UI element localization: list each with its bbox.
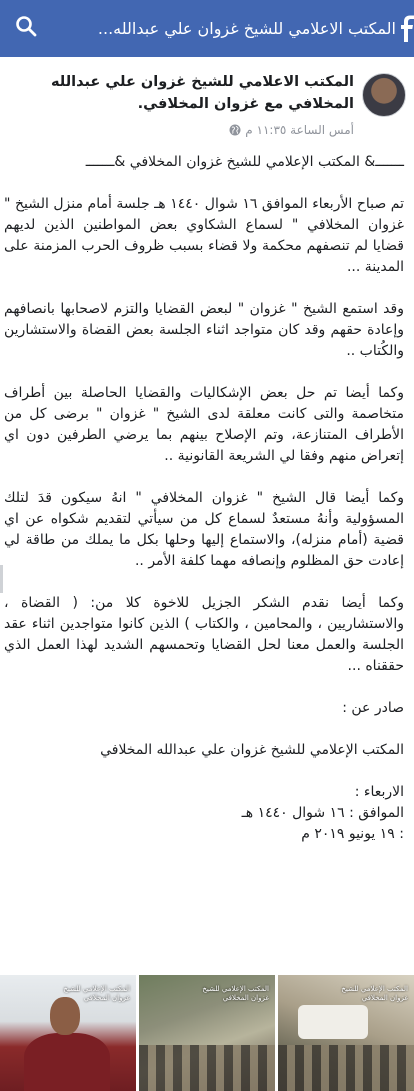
photo-crowd bbox=[139, 1045, 275, 1091]
post-paragraph: تم صباح الأربعاء الموافق ١٦ شوال ١٤٤٠ هـ جلسة أمام منزل الشيخ " غزوان المخلافي " لسماع الشكاوي بعض المواطنين الذين لديهم قضايا لم تنصفهم محكمة ولا قضاء بسبب ظروف الحرب المزمنة على المدينة ... bbox=[4, 196, 404, 275]
issued-by-label: صادر عن : bbox=[342, 700, 404, 716]
page-title[interactable]: المكتب الاعلامي للشيخ غزوان علي عبدالله... bbox=[97, 19, 396, 38]
photo-subject bbox=[24, 1033, 110, 1091]
facebook-icon bbox=[400, 14, 414, 42]
post-paragraph: وكما أيضا تم حل بعض الإشكاليات والقضايا الحاصلة بين أطراف متخاصمة والتى كانت معلقة لدى الشيخ " غزوان " برضى كل من الأطراف المتنازعة، وتم الإصلاح بينهم بما يرضي الطرفين دون اي إتعراض منهم وفقا لي الشريعة القانونية .. bbox=[4, 385, 404, 464]
post-photo[interactable] bbox=[139, 975, 275, 1091]
photo-watermark: المكتب الإعلامي للشيخ غزوان المخلافي bbox=[341, 985, 408, 1002]
photo-grid bbox=[0, 975, 414, 1091]
scroll-indicator bbox=[0, 565, 3, 593]
post-paragraph: وقد استمع الشيخ " غزوان " لبعض القضايا والتزم لاصحابها بانصافهم وإعادة حقهم وقد كان متواجد اثناء الجلسة بعض القضاة والاستشارين والكُتاب .. bbox=[4, 301, 404, 359]
post-heading: ـــــــ& المكتب الإعلامي للشيخ غزوان المخلافي &ـــــــ bbox=[85, 154, 404, 170]
issuer-name: المكتب الإعلامي للشيخ غزوان علي عبدالله المخلافي bbox=[100, 742, 404, 758]
photo-watermark: المكتب الإعلامي للشيخ غزوان المخلافي bbox=[202, 985, 269, 1002]
post-photo[interactable] bbox=[0, 975, 136, 1091]
hijri-date-line: الموافق : ١٦ شوال ١٤٤٠ هـ bbox=[241, 805, 404, 821]
post-meta bbox=[229, 123, 354, 137]
avatar[interactable] bbox=[362, 73, 406, 117]
day-line: الاربعاء : bbox=[354, 784, 404, 800]
post bbox=[0, 57, 414, 975]
photo-crowd bbox=[278, 1045, 414, 1091]
gregorian-date-line: : ١٩ يونيو ٢٠١٩ م bbox=[301, 826, 404, 842]
globe-icon bbox=[229, 124, 241, 136]
post-timestamp[interactable]: أمس الساعة ١١:٣٥ م bbox=[245, 123, 354, 137]
search-icon bbox=[15, 15, 37, 41]
post-paragraph: وكما أيضا قال الشيخ " غزوان المخلافي " انهُ سيكون قدَ لتلك المسؤولية وأنهُ مستعدٌ لسماع كل من سيأتي لتقديم شكواه عن اي قضية (أمام منزله)، والاستماع إليها وحلها بكل ما يملك من طاقة لي إعادت حق المظلوم وإنصافه مهما كلفة الأمر .. bbox=[4, 490, 404, 569]
photo-vehicle bbox=[298, 1005, 368, 1039]
post-photo[interactable] bbox=[278, 975, 414, 1091]
post-body bbox=[4, 152, 404, 845]
search-button[interactable] bbox=[10, 12, 42, 44]
post-paragraph: وكما أيضا نقدم الشكر الجزيل للاخوة كلا من: ( القضاة ، والاستشاريين ، والمحامين ، والكتاب ) الذين كانوا متواجدين اثناء عقد الجلسة والعمل معنا لحل القضايا وتحمسهم الشديد لهذا العمل الذي حققناه ... bbox=[4, 595, 404, 674]
top-bar bbox=[0, 0, 414, 57]
post-author[interactable]: المكتب الاعلامي للشيخ غزوان علي عبدالله المخلافي مع غزوان المخلافي. bbox=[51, 74, 354, 112]
photo-watermark: المكتب الإعلامي للشيخ غزوان المخلافي bbox=[63, 985, 130, 1002]
